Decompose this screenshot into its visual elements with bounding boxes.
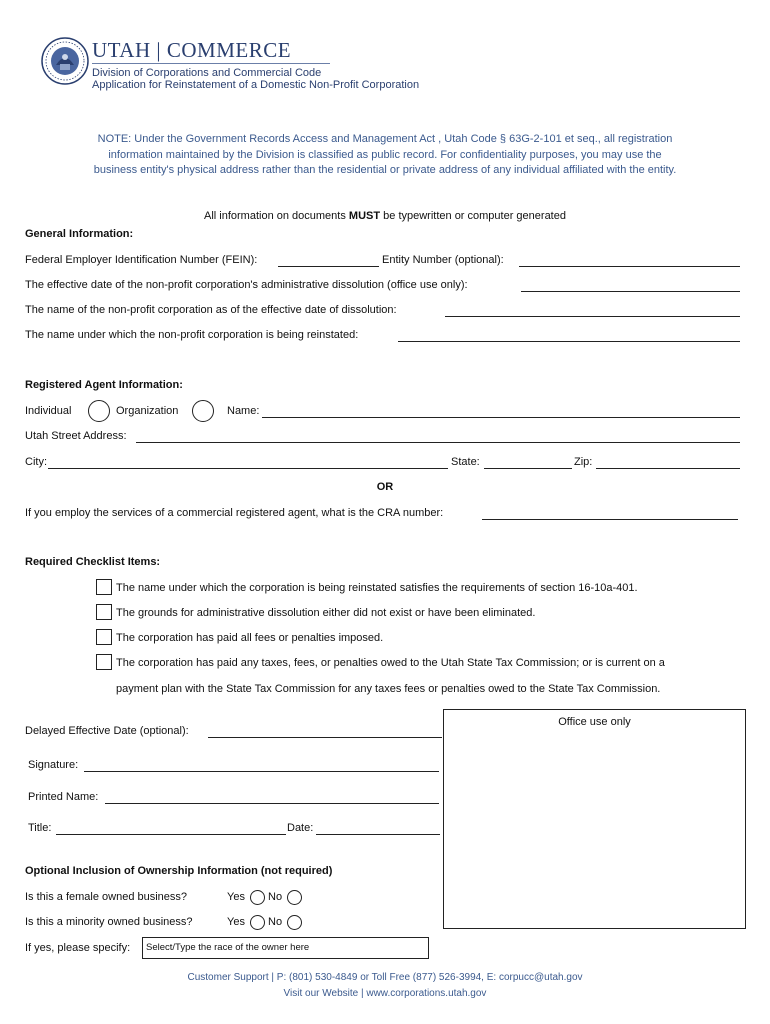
individual-label: Individual — [25, 405, 72, 417]
cra-number-field[interactable] — [482, 519, 738, 520]
individual-radio[interactable] — [88, 400, 110, 422]
instruction-after: be typewritten or computer generated — [380, 210, 566, 222]
minority-no-label: No — [268, 916, 283, 928]
delayed-date-label: Delayed Effective Date (optional): — [25, 725, 189, 737]
organization-radio[interactable] — [192, 400, 214, 422]
zip-field[interactable] — [596, 468, 740, 469]
checklist-checkbox-4[interactable] — [96, 654, 112, 670]
specify-label: If yes, please specify: — [25, 942, 131, 954]
signature-label: Signature: — [28, 759, 79, 771]
state-field[interactable] — [484, 468, 572, 469]
general-info-heading: General Information: — [25, 228, 134, 240]
checklist-checkbox-1[interactable] — [96, 579, 112, 595]
typewritten-instruction — [0, 210, 770, 222]
street-address-field[interactable] — [136, 442, 740, 443]
or-separator: OR — [376, 481, 394, 493]
name-dissolution-field[interactable] — [445, 316, 740, 317]
agent-name-label: Name: — [227, 405, 260, 417]
zip-label: Zip: — [574, 456, 593, 468]
name-dissolution-label: The name of the non-profit corporation as of the effective date of dissolution: — [25, 304, 397, 316]
registered-agent-heading: Registered Agent Information: — [25, 379, 183, 391]
city-label: City: — [25, 456, 47, 468]
entity-number-field[interactable] — [519, 266, 740, 267]
delayed-date-field[interactable] — [208, 737, 442, 738]
female-no-radio[interactable] — [287, 890, 302, 905]
organization-label: Organization — [116, 405, 179, 417]
checklist-checkbox-2[interactable] — [96, 604, 112, 620]
state-label: State: — [451, 456, 480, 468]
brand-title: UTAH | COMMERCE — [92, 38, 292, 62]
utah-seal-logo — [41, 37, 89, 85]
minority-yes-label: Yes — [227, 916, 245, 928]
effective-date-label: The effective date of the non-profit corporation's administrative dissolution (office use only): — [25, 279, 468, 291]
female-owned-label: Is this a female owned business? — [25, 891, 188, 903]
female-yes-radio[interactable] — [250, 890, 265, 905]
minority-owned-label: Is this a minority owned business? — [25, 916, 193, 928]
name-reinstated-field[interactable] — [398, 341, 740, 342]
female-no-label: No — [268, 891, 283, 903]
fein-field[interactable] — [278, 266, 379, 267]
checklist-item-3: The corporation has paid all fees or penalties imposed. — [116, 632, 384, 644]
cra-number-label: If you employ the services of a commercial registered agent, what is the CRA number: — [25, 507, 444, 519]
customer-support-footer: Customer Support | P: (801) 530-4849 or Toll Free (877) 526-3994, E: corpucc@utah.gov — [187, 972, 583, 983]
division-name: Division of Corporations and Commercial Code — [92, 67, 322, 79]
brand-divider — [92, 63, 330, 64]
checklist-heading: Required Checklist Items: — [25, 556, 161, 568]
office-use-box — [443, 709, 746, 929]
street-address-label: Utah Street Address: — [25, 430, 127, 442]
form-title: Application for Reinstatement of a Domestic Non-Profit Corporation — [92, 79, 420, 91]
office-use-label: Office use only — [558, 716, 631, 728]
checklist-item-1: The name under which the corporation is being reinstated satisfies the requirements of section 16-10a-401. — [116, 582, 638, 594]
title-label: Title: — [28, 822, 52, 834]
checklist-item-2: The grounds for administrative dissolution either did not exist or have been eliminated. — [116, 607, 536, 619]
instruction-must: MUST — [348, 210, 381, 222]
checklist-item-4-continued: payment plan with the State Tax Commission for any taxes fees or penalties owed to the State Tax Commission. — [116, 683, 661, 695]
entity-number-label: Entity Number (optional): — [382, 254, 504, 266]
name-reinstated-label: The name under which the non-profit corporation is being reinstated: — [25, 329, 359, 341]
ownership-heading: Optional Inclusion of Ownership Information (not required) — [25, 865, 333, 877]
title-field[interactable] — [56, 834, 286, 835]
race-specify-input[interactable]: Select/Type the race of the owner here — [142, 937, 429, 959]
instruction-before: All information on documents — [204, 210, 349, 222]
checklist-item-4: The corporation has paid any taxes, fees, or penalties owed to the Utah State Tax Commission; or is current on a — [116, 657, 665, 669]
checklist-checkbox-3[interactable] — [96, 629, 112, 645]
city-field[interactable] — [48, 468, 448, 469]
fein-label: Federal Employer Identification Number (FEIN): — [25, 254, 258, 266]
date-label: Date: — [287, 822, 314, 834]
minority-no-radio[interactable] — [287, 915, 302, 930]
minority-yes-radio[interactable] — [250, 915, 265, 930]
date-field[interactable] — [316, 834, 440, 835]
agent-name-field[interactable] — [262, 417, 740, 418]
effective-date-field[interactable] — [521, 291, 740, 292]
website-footer: Visit our Website | www.corporations.utah.gov — [283, 988, 487, 999]
public-record-note: NOTE: Under the Government Records Access and Management Act , Utah Code § 63G-2-101 et seq., all registration information maintained by the Division is classified as public record. For confidentiality purposes, you may use the business entity's physical address rather than the residential or private address of any individual affiliated with the entity. — [93, 133, 677, 176]
signature-field[interactable] — [84, 771, 439, 772]
printed-name-field[interactable] — [105, 803, 439, 804]
female-yes-label: Yes — [227, 891, 245, 903]
printed-name-label: Printed Name: — [28, 791, 99, 803]
